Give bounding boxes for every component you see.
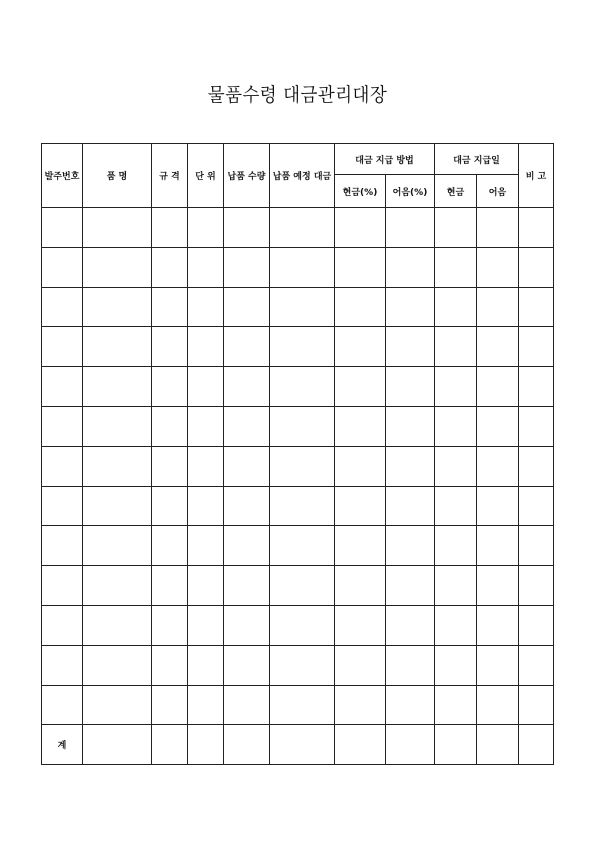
table-cell[interactable]: [477, 446, 519, 486]
table-cell[interactable]: [188, 725, 224, 765]
table-cell[interactable]: [224, 247, 270, 287]
table-cell[interactable]: [224, 406, 270, 446]
table-cell[interactable]: [83, 685, 152, 725]
table-cell[interactable]: [42, 367, 83, 407]
header-item-name: 품 명: [83, 144, 152, 208]
table-cell[interactable]: [270, 406, 335, 446]
table-cell[interactable]: [477, 725, 519, 765]
table-cell[interactable]: [83, 526, 152, 566]
table-cell[interactable]: [386, 208, 435, 248]
table-cell[interactable]: [152, 566, 188, 606]
table-cell[interactable]: [152, 446, 188, 486]
table-row: [42, 367, 554, 407]
table-cell[interactable]: [477, 406, 519, 446]
table-cell[interactable]: [386, 327, 435, 367]
table-cell[interactable]: [83, 486, 152, 526]
table-row: [42, 208, 554, 248]
table-cell[interactable]: [83, 327, 152, 367]
table-cell[interactable]: [270, 725, 335, 765]
table-cell[interactable]: [270, 526, 335, 566]
table-cell[interactable]: [270, 566, 335, 606]
table-cell[interactable]: [270, 685, 335, 725]
table-cell[interactable]: [42, 406, 83, 446]
table-cell[interactable]: [477, 605, 519, 645]
table-cell[interactable]: [83, 406, 152, 446]
table-cell[interactable]: [270, 645, 335, 685]
table-cell[interactable]: [270, 367, 335, 407]
table-row: [42, 327, 554, 367]
table-cell[interactable]: [519, 327, 554, 367]
table-cell[interactable]: [335, 247, 386, 287]
table-row: [42, 406, 554, 446]
header-payment-date: 대금 지급일: [435, 144, 519, 175]
table-cell[interactable]: [42, 605, 83, 645]
table-cell[interactable]: [477, 208, 519, 248]
table-cell[interactable]: [42, 327, 83, 367]
table-cell[interactable]: [519, 605, 554, 645]
table-cell[interactable]: [42, 247, 83, 287]
table-cell[interactable]: [224, 367, 270, 407]
table-cell[interactable]: [42, 208, 83, 248]
table-cell[interactable]: [477, 526, 519, 566]
table-cell[interactable]: [435, 486, 477, 526]
table-cell[interactable]: [83, 367, 152, 407]
table-cell[interactable]: [519, 446, 554, 486]
table-cell[interactable]: [270, 287, 335, 327]
table-cell[interactable]: [42, 287, 83, 327]
table-cell[interactable]: [224, 566, 270, 606]
table-cell[interactable]: [224, 526, 270, 566]
table-cell[interactable]: [83, 446, 152, 486]
table-cell[interactable]: [335, 367, 386, 407]
table-cell[interactable]: [435, 367, 477, 407]
ledger-table: [41, 143, 554, 765]
table-cell[interactable]: [42, 446, 83, 486]
table-cell[interactable]: [435, 566, 477, 606]
table-cell[interactable]: [435, 327, 477, 367]
table-cell[interactable]: [335, 685, 386, 725]
table-cell[interactable]: [477, 645, 519, 685]
table-row: [42, 526, 554, 566]
table-cell[interactable]: [188, 247, 224, 287]
header-payment-method-bill: 어음(%): [386, 175, 435, 208]
table-cell[interactable]: [188, 367, 224, 407]
table-cell[interactable]: [386, 406, 435, 446]
table-cell[interactable]: [477, 566, 519, 606]
header-order-no: 발주번호: [42, 144, 83, 208]
table-cell[interactable]: [152, 725, 188, 765]
table-cell[interactable]: [42, 685, 83, 725]
table-cell[interactable]: [42, 566, 83, 606]
table-cell[interactable]: [188, 566, 224, 606]
table-cell[interactable]: [435, 605, 477, 645]
table-cell[interactable]: [42, 526, 83, 566]
table-cell[interactable]: [152, 287, 188, 327]
table-cell[interactable]: [335, 566, 386, 606]
table-cell[interactable]: [335, 327, 386, 367]
table-cell[interactable]: [386, 486, 435, 526]
table-cell[interactable]: [270, 247, 335, 287]
table-cell[interactable]: [152, 685, 188, 725]
header-payment-date-cash: 현금: [435, 175, 477, 208]
table-cell[interactable]: [477, 367, 519, 407]
table-cell[interactable]: [335, 526, 386, 566]
table-cell[interactable]: [386, 526, 435, 566]
table-cell[interactable]: [188, 526, 224, 566]
table-cell[interactable]: [386, 367, 435, 407]
table-cell[interactable]: [335, 605, 386, 645]
table-cell[interactable]: [83, 247, 152, 287]
header-unit: 단 위: [188, 144, 224, 208]
table-cell[interactable]: [152, 486, 188, 526]
table-cell[interactable]: [435, 446, 477, 486]
table-cell[interactable]: [386, 566, 435, 606]
table-row: [42, 247, 554, 287]
table-cell[interactable]: [83, 725, 152, 765]
total-row: [42, 725, 554, 765]
table-cell[interactable]: [42, 645, 83, 685]
table-cell[interactable]: [152, 247, 188, 287]
table-row: [42, 446, 554, 486]
table-cell[interactable]: [224, 327, 270, 367]
header-payment-method-cash: 현금(%): [335, 175, 386, 208]
table-cell[interactable]: [519, 725, 554, 765]
table-cell[interactable]: [519, 367, 554, 407]
document-title: 물품수령 대금관리대장: [207, 84, 388, 106]
header-payment-date-bill: 어음: [477, 175, 519, 208]
table-cell[interactable]: [435, 287, 477, 327]
table-cell[interactable]: [435, 725, 477, 765]
table-cell[interactable]: [335, 287, 386, 327]
table-cell[interactable]: [42, 486, 83, 526]
table-cell[interactable]: [386, 287, 435, 327]
ledger-body: [42, 208, 554, 765]
table-cell[interactable]: [83, 605, 152, 645]
header-delivery-qty: 납품 수량: [224, 144, 270, 208]
table-cell[interactable]: [224, 685, 270, 725]
table-cell[interactable]: [477, 685, 519, 725]
table-cell[interactable]: [188, 446, 224, 486]
table-cell[interactable]: [224, 486, 270, 526]
table-cell[interactable]: [477, 287, 519, 327]
table-cell[interactable]: [335, 486, 386, 526]
table-cell[interactable]: [224, 725, 270, 765]
table-row: [42, 287, 554, 327]
table-cell[interactable]: [152, 526, 188, 566]
header-remarks: 비 고: [519, 144, 554, 208]
table-cell[interactable]: [270, 446, 335, 486]
table-cell[interactable]: [188, 486, 224, 526]
table-cell[interactable]: [224, 645, 270, 685]
table-cell[interactable]: [270, 327, 335, 367]
table-cell[interactable]: [435, 247, 477, 287]
table-cell[interactable]: [270, 605, 335, 645]
table-cell[interactable]: [152, 367, 188, 407]
header-payment-method: 대금 지급 방법: [335, 144, 435, 175]
table-cell[interactable]: [477, 247, 519, 287]
table-cell[interactable]: [188, 327, 224, 367]
table-cell[interactable]: [519, 406, 554, 446]
table-cell[interactable]: [188, 208, 224, 248]
table-cell[interactable]: [519, 566, 554, 606]
table-cell[interactable]: [335, 406, 386, 446]
table-cell[interactable]: [152, 605, 188, 645]
table-cell[interactable]: [152, 327, 188, 367]
table-cell[interactable]: [435, 526, 477, 566]
table-cell[interactable]: [83, 287, 152, 327]
header-spec: 규 격: [152, 144, 188, 208]
table-cell[interactable]: [335, 725, 386, 765]
total-label: 계: [42, 725, 83, 765]
table-cell[interactable]: [83, 208, 152, 248]
table-cell[interactable]: [435, 645, 477, 685]
table-cell[interactable]: [270, 486, 335, 526]
table-cell[interactable]: [519, 526, 554, 566]
table-cell[interactable]: [386, 685, 435, 725]
table-row: [42, 685, 554, 725]
table-cell[interactable]: [188, 645, 224, 685]
table-cell[interactable]: [519, 247, 554, 287]
table-cell[interactable]: [477, 486, 519, 526]
table-cell[interactable]: [188, 605, 224, 645]
table-row: [42, 605, 554, 645]
table-row: [42, 566, 554, 606]
table-cell[interactable]: [270, 208, 335, 248]
table-cell[interactable]: [386, 446, 435, 486]
table-cell[interactable]: [519, 486, 554, 526]
table-cell[interactable]: [335, 208, 386, 248]
table-cell[interactable]: [386, 725, 435, 765]
table-row: [42, 486, 554, 526]
table-cell[interactable]: [435, 406, 477, 446]
table-cell[interactable]: [519, 645, 554, 685]
table-cell[interactable]: [152, 406, 188, 446]
table-cell[interactable]: [224, 287, 270, 327]
table-cell[interactable]: [386, 247, 435, 287]
table-cell[interactable]: [83, 645, 152, 685]
table-cell[interactable]: [224, 208, 270, 248]
table-cell[interactable]: [335, 446, 386, 486]
table-cell[interactable]: [519, 287, 554, 327]
table-cell[interactable]: [519, 685, 554, 725]
table-cell[interactable]: [435, 685, 477, 725]
table-cell[interactable]: [435, 208, 477, 248]
table-cell[interactable]: [224, 446, 270, 486]
table-cell[interactable]: [188, 685, 224, 725]
table-cell[interactable]: [386, 605, 435, 645]
table-cell[interactable]: [335, 645, 386, 685]
table-cell[interactable]: [386, 645, 435, 685]
table-cell[interactable]: [188, 406, 224, 446]
table-cell[interactable]: [224, 605, 270, 645]
header-expected-payment: 납품 예정 대금: [270, 144, 335, 208]
table-cell[interactable]: [152, 645, 188, 685]
table-cell[interactable]: [519, 208, 554, 248]
table-cell[interactable]: [477, 327, 519, 367]
table-cell[interactable]: [152, 208, 188, 248]
table-cell[interactable]: [83, 566, 152, 606]
table-cell[interactable]: [188, 287, 224, 327]
table-row: [42, 645, 554, 685]
